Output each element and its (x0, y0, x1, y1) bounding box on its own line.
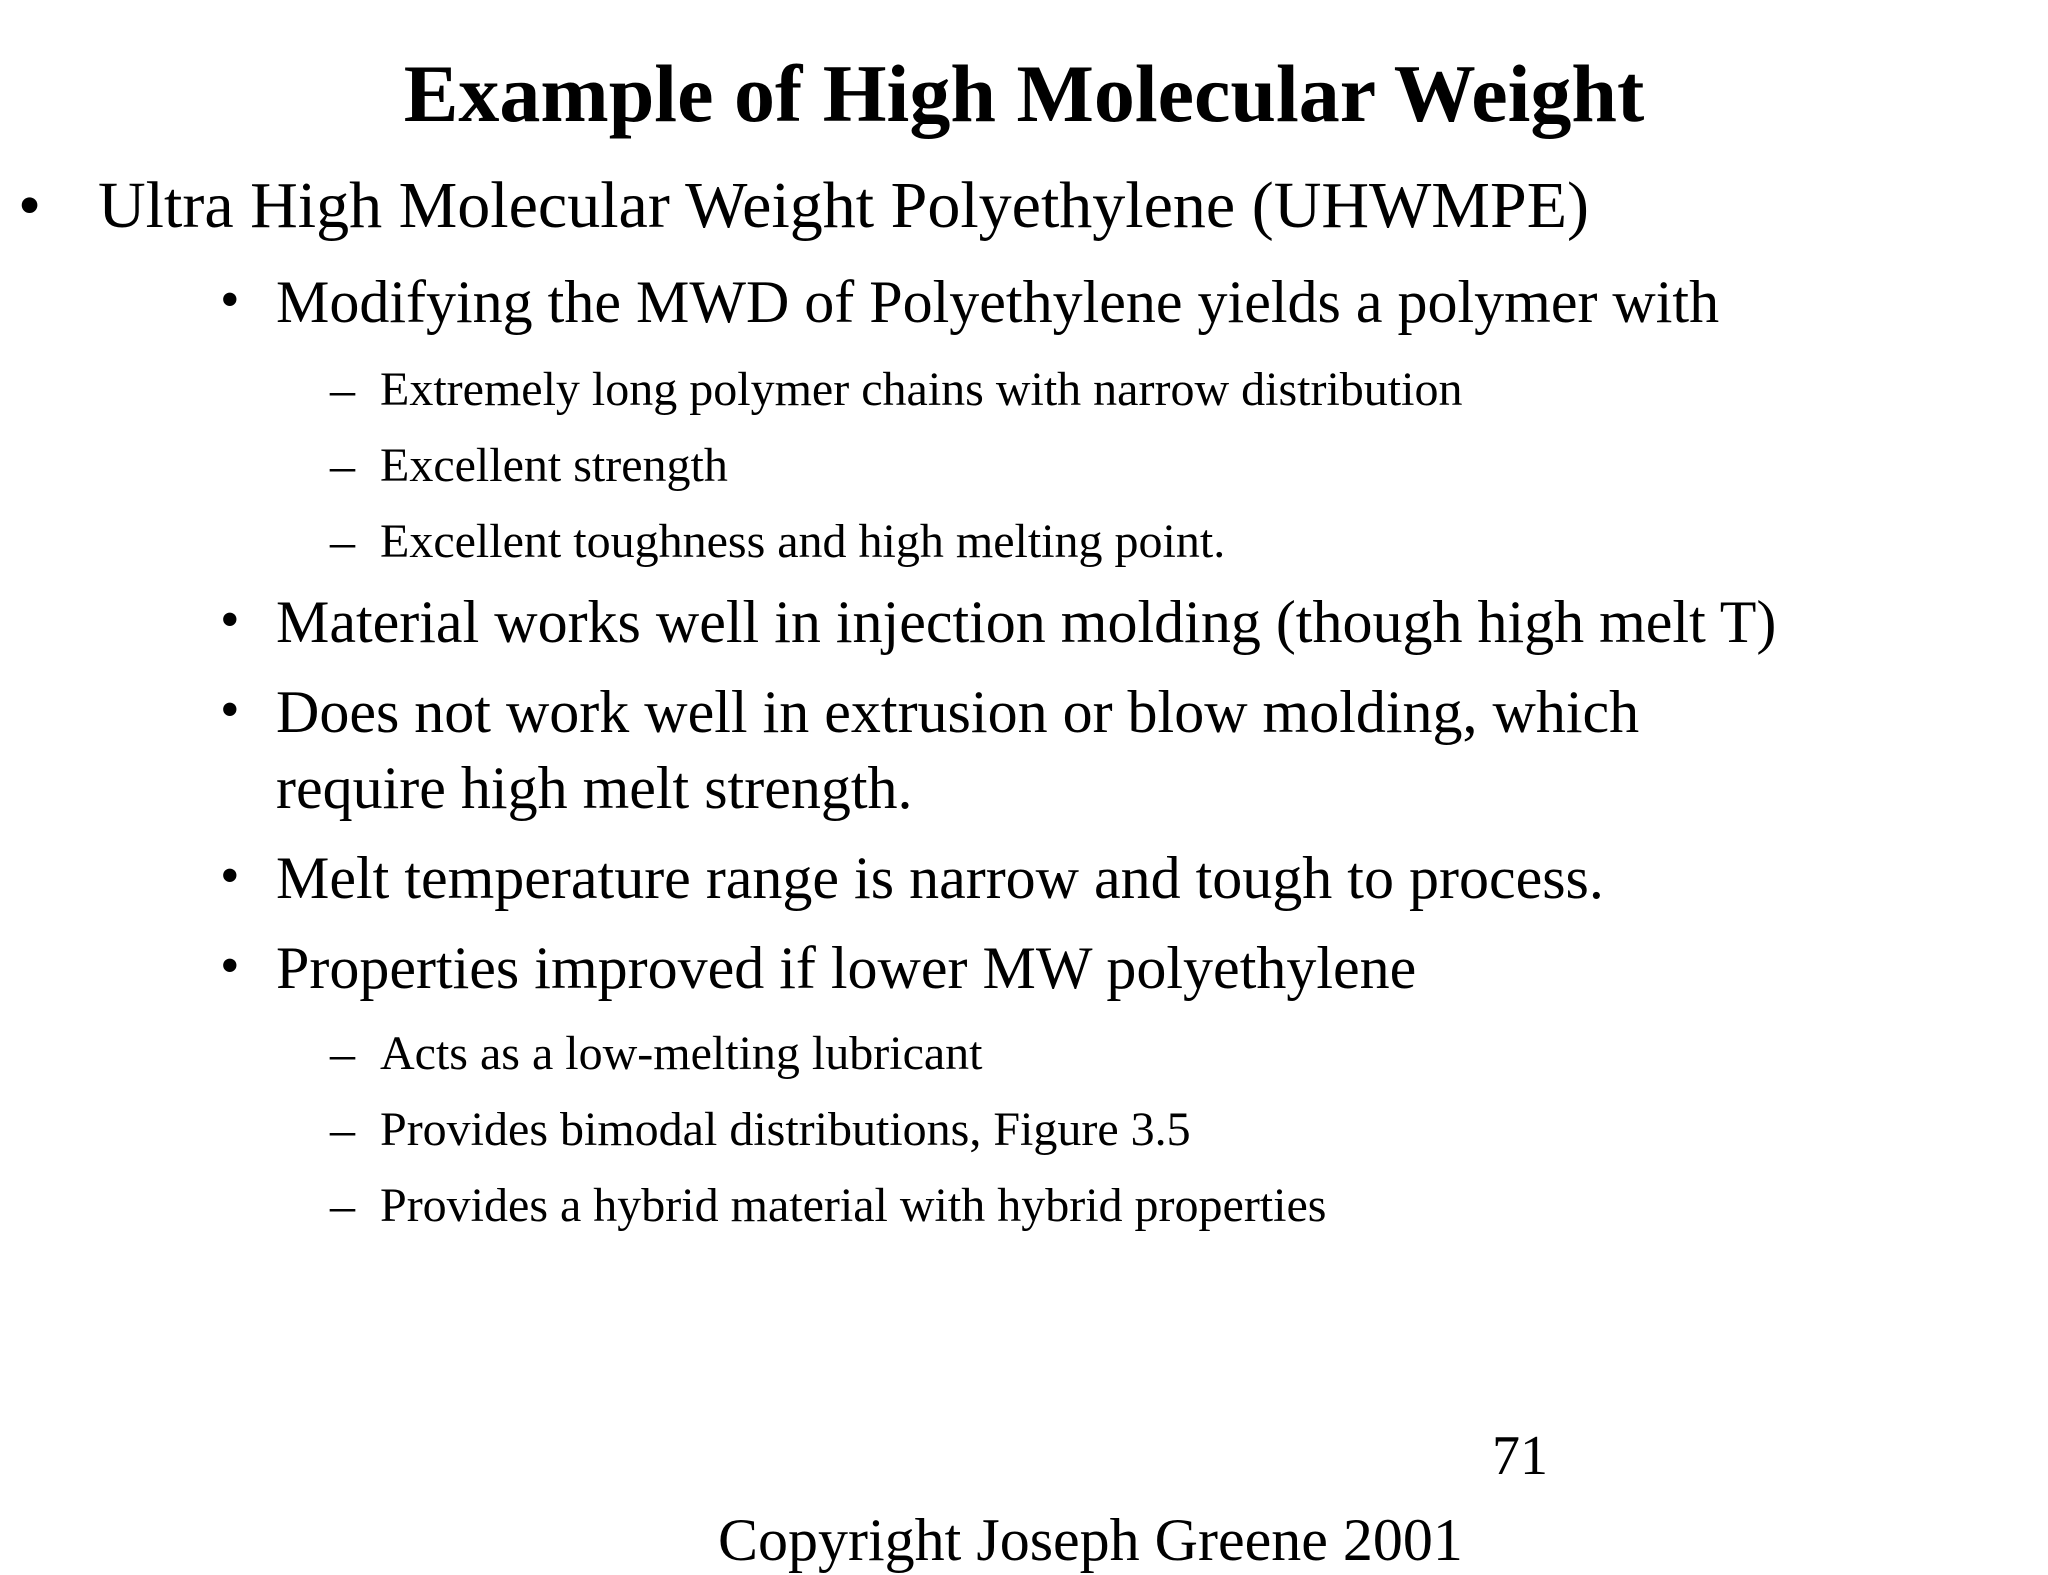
dash-icon: – (330, 1177, 355, 1233)
point-text: Properties improved if lower MW polyethylene (276, 935, 1417, 1001)
bullet-icon: • (220, 935, 240, 997)
page-number: 71 (1492, 1425, 1548, 1487)
bullet-icon: • (220, 269, 240, 331)
main-point: Ultra High Molecular Weight Polyethylene (UHWMPE) (98, 169, 1589, 242)
slide-title: Example of High Molecular Weight (403, 48, 1645, 139)
subpoint-text: Provides a hybrid material with hybrid properties (380, 1179, 1327, 1232)
bullet-icon: • (220, 679, 240, 741)
bullet-icon: • (220, 589, 240, 651)
subpoint-text: Acts as a low-melting lubricant (380, 1027, 983, 1080)
point-text-line-1: Does not work well in extrusion or blow molding, which (276, 679, 1640, 745)
dash-icon: – (330, 1025, 355, 1081)
point-text: Melt temperature range is narrow and tough to process. (276, 845, 1604, 911)
point-text: Material works well in injection molding (though high melt T) (276, 589, 1777, 655)
point-text: Modifying the MWD of Polyethylene yields a polymer with (276, 269, 1720, 335)
subpoint-text: Excellent toughness and high melting point. (380, 515, 1226, 568)
subpoint-text: Excellent strength (380, 439, 728, 492)
copyright-notice: Copyright Joseph Greene 2001 (718, 1507, 1463, 1573)
subpoint-text: Extremely long polymer chains with narrow distribution (380, 363, 1463, 416)
subpoint-text: Provides bimodal distributions, Figure 3.5 (380, 1103, 1191, 1156)
bullet-icon: • (220, 845, 240, 907)
point-text-line-2: require high melt strength. (276, 755, 913, 821)
dash-icon: – (330, 513, 355, 569)
dash-icon: – (330, 437, 355, 493)
dash-icon: – (330, 361, 355, 417)
bullet-icon: • (18, 169, 42, 242)
dash-icon: – (330, 1101, 355, 1157)
